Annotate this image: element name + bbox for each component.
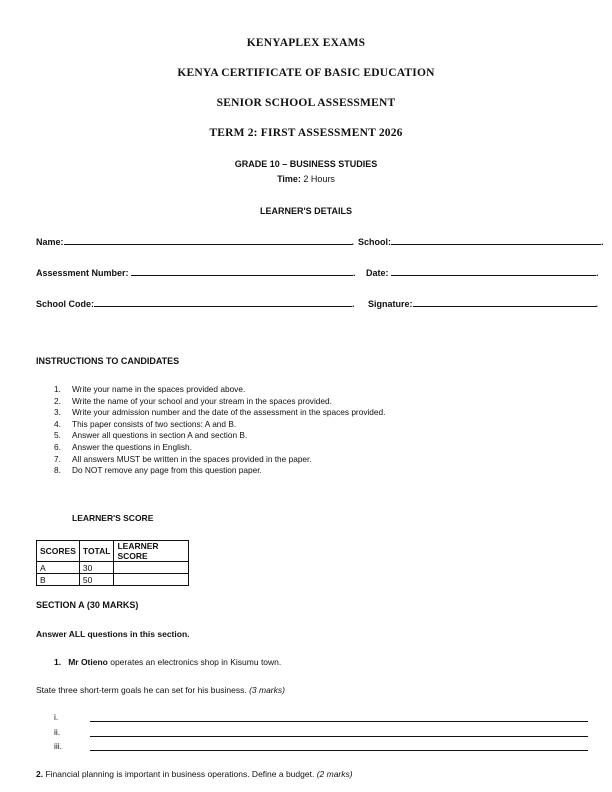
exam-body-title: KENYAPLEX EXAMS — [246, 37, 366, 49]
school-field[interactable] — [391, 237, 601, 245]
term-title: TERM 2: FIRST ASSESSMENT 2026 — [209, 127, 403, 139]
answer-line-i[interactable] — [90, 721, 588, 722]
instruction-text: All answers MUST be written in the spaces provided in the paper. — [72, 453, 312, 464]
signature-field[interactable] — [413, 299, 596, 307]
answer-part-iii-label: iii. — [54, 741, 63, 751]
name-field-row: Name: . — [36, 237, 355, 247]
school-label: School: — [358, 237, 391, 247]
name-label: Name: — [36, 237, 64, 247]
school-code-field[interactable] — [94, 299, 352, 307]
instruction-item — [54, 395, 385, 408]
question-1-prompt — [36, 685, 285, 695]
date-label: Date: — [366, 268, 389, 278]
instruction-item — [54, 453, 385, 466]
instructions-list — [54, 384, 385, 477]
table-row — [37, 574, 189, 586]
question-1 — [54, 657, 281, 667]
question-1-number: 1. — [54, 657, 62, 667]
section-a-instruction: Answer ALL questions in this section. — [36, 629, 190, 639]
instruction-number: 7. — [54, 453, 61, 464]
school-code-row: School Code: . — [36, 299, 355, 309]
instruction-item — [54, 407, 386, 419]
answer-line-iii[interactable] — [90, 750, 588, 751]
score-table-header — [37, 541, 189, 562]
instruction-number: 8. — [54, 465, 61, 476]
instruction-text: Answer all questions in section A and section B. — [72, 430, 248, 441]
score-table — [36, 540, 189, 586]
section-cell: A — [37, 562, 80, 574]
instruction-text: Write your name in the spaces provided above. — [72, 384, 246, 394]
question-1-text: operates an electronics shop in Kisumu town. — [107, 657, 282, 667]
answer-line-ii[interactable] — [90, 736, 588, 737]
instruction-text: This paper consists of two sections: A and B. — [72, 418, 237, 429]
learner-score-title: LEARNER'S SCORE — [72, 513, 154, 523]
learner-details-title: LEARNER'S DETAILS — [260, 206, 352, 216]
instruction-item — [54, 418, 385, 431]
question-2-text: Financial planning is important in business operations. Define a budget. — [43, 769, 317, 779]
total-cell: 30 — [79, 562, 114, 574]
time-value: 2 Hours — [303, 174, 335, 184]
scores-header: SCORES — [37, 541, 80, 562]
date-field-row: Date: . — [366, 268, 599, 278]
instruction-number: 2. — [54, 395, 61, 406]
instruction-item — [54, 430, 385, 442]
instruction-number: 1. — [54, 384, 61, 394]
instruction-text: Write your admission number and the date of the assessment in the spaces provided. — [72, 407, 386, 418]
instruction-number: 3. — [54, 407, 61, 418]
assessment-number-field[interactable] — [131, 268, 353, 276]
subject-title: GRADE 10 – BUSINESS STUDIES — [234, 159, 378, 169]
section-cell: B — [37, 574, 80, 586]
instruction-text: Do NOT remove any page from this question paper. — [72, 465, 262, 476]
section-a-title: SECTION A (30 MARKS) — [36, 600, 139, 610]
instruction-number: 5. — [54, 430, 61, 441]
question-2 — [36, 769, 353, 779]
assessment-title: SENIOR SCHOOL ASSESSMENT — [216, 97, 396, 109]
total-cell: 50 — [79, 574, 114, 586]
instruction-item — [54, 441, 385, 454]
total-header: TOTAL — [79, 541, 114, 562]
date-field[interactable] — [391, 268, 596, 276]
instruction-item — [54, 384, 385, 396]
certificate-title: KENYA CERTIFICATE OF BASIC EDUCATION — [177, 67, 435, 79]
instruction-number: 4. — [54, 418, 61, 429]
instruction-number: 6. — [54, 441, 61, 452]
learner-score-cell[interactable] — [114, 574, 189, 586]
instruction-text: Write the name of your school and your stream in the spaces provided. — [72, 395, 332, 406]
learner-score-header: LEARNER SCORE — [114, 541, 189, 562]
assessment-number-label: Assessment Number: — [36, 268, 129, 278]
school-field-row: School: . — [358, 237, 604, 247]
question-1-prompt-text: State three short-term goals he can set for his business. — [36, 685, 250, 695]
question-1-name: Mr Otieno — [68, 657, 108, 667]
instruction-item — [54, 465, 385, 477]
signature-label: Signature: — [368, 299, 413, 309]
time-allowed — [0, 174, 612, 184]
answer-part-i-label: i. — [54, 712, 59, 722]
school-code-label: School Code: — [36, 299, 94, 309]
name-field[interactable] — [64, 237, 352, 245]
signature-row: Signature: . — [368, 299, 599, 309]
answer-part-ii-label: ii. — [54, 727, 61, 737]
learner-score-cell[interactable] — [114, 562, 189, 574]
instructions-title: INSTRUCTIONS TO CANDIDATES — [36, 356, 180, 366]
assessment-number-row: Assessment Number: . — [36, 268, 356, 278]
question-2-number: 2. — [36, 769, 44, 779]
table-row — [37, 562, 189, 574]
question-1-marks: (3 marks) — [249, 685, 285, 695]
time-label: Time: — [277, 174, 301, 184]
question-2-marks: (2 marks) — [316, 769, 353, 779]
instruction-text: Answer the questions in English. — [72, 441, 192, 452]
